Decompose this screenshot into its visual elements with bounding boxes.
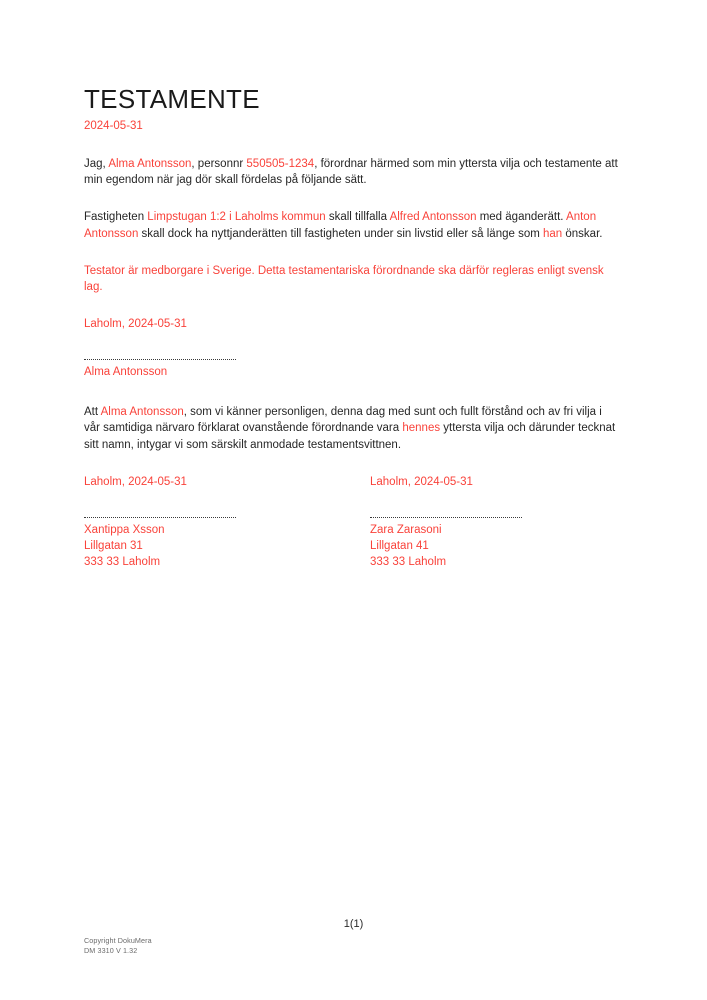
witness-2-block bbox=[370, 517, 620, 570]
witness-1-place-date-cell bbox=[84, 474, 370, 490]
property-text-5: önskar. bbox=[562, 227, 603, 240]
intro-text-1: Jag, bbox=[84, 158, 109, 170]
attestation-text-1: Att bbox=[84, 406, 101, 419]
property-text-4: skall dock ha nyttjanderätten till fastigheten under sin livstid eller så länge som bbox=[138, 227, 543, 240]
section-spacer bbox=[84, 380, 620, 404]
attestation-paragraph bbox=[84, 404, 620, 453]
usufructuary-field: Anton Antonsson bbox=[84, 211, 597, 240]
attestation-text-3: yttersta vilja och därunder tecknat sitt namn, intygar vi som särskilt anmodade testamentsvittnen. bbox=[84, 422, 616, 451]
witness-2-place-date-cell bbox=[370, 474, 620, 490]
property-designation-field: Limpstugan 1:2 i Laholms kommun bbox=[147, 211, 326, 224]
signature-spacer bbox=[84, 332, 620, 359]
personal-number-field: 550505-1234 bbox=[246, 158, 315, 170]
property-text-3: med äganderätt. bbox=[476, 211, 567, 224]
document-date: 2024-05-31 bbox=[84, 120, 143, 132]
witness-1-street: Lillgatan 31 bbox=[84, 539, 143, 552]
property-text-2: skall tillfalla bbox=[325, 211, 390, 224]
footer-note bbox=[84, 936, 152, 956]
page-title: TESTAMENTE bbox=[84, 84, 260, 114]
page-number-text: 1(1) bbox=[343, 918, 364, 930]
witness-2-place-date: Laholm, 2024-05-31 bbox=[370, 475, 473, 488]
witness-1-place-date: Laholm, 2024-05-31 bbox=[84, 475, 187, 488]
intro-text-3: , förordnar härmed som min yttersta vilja och testamente att min egendom när jag dör skall fördelas på följande sätt. bbox=[84, 158, 618, 187]
testator-name-field: Alma Antonsson bbox=[108, 158, 192, 170]
pronoun-field: han bbox=[543, 227, 563, 240]
witness-2-name: Zara Zarasoni bbox=[370, 523, 442, 536]
witness-signature-spacer bbox=[84, 490, 620, 517]
witness-1-city: 333 33 Laholm bbox=[84, 555, 161, 568]
signature-place-date: Laholm, 2024-05-31 bbox=[84, 318, 187, 331]
witness-place-date-row bbox=[84, 474, 620, 490]
signature-dotted-line bbox=[84, 359, 236, 361]
intro-text-2: , personnr bbox=[191, 158, 247, 170]
page-number bbox=[0, 918, 707, 930]
witness-1-dotted-line bbox=[84, 517, 236, 519]
witness-1-block bbox=[84, 517, 370, 570]
footer-copyright: Copyright DokuMera bbox=[84, 936, 152, 945]
attestation-text-2: , som vi känner personligen, denna dag med sunt och fullt förstånd och av fri vilja i vår samtidiga närvaro förklarat ovanstående förordnande vara bbox=[84, 406, 602, 435]
witness-2-dotted-line bbox=[370, 517, 522, 519]
property-text-1: Fastigheten bbox=[84, 211, 148, 224]
witness-2-city: 333 33 Laholm bbox=[370, 555, 447, 568]
intro-paragraph bbox=[84, 156, 620, 188]
witness-2-street: Lillgatan 41 bbox=[370, 539, 429, 552]
witness-1-name: Xantippa Xsson bbox=[84, 523, 165, 536]
attestation-testator-name-field: Alma Antonsson bbox=[100, 406, 184, 419]
beneficiary-owner-field: Alfred Antonsson bbox=[389, 211, 477, 224]
footer-doc-code: DM 3310 V 1.32 bbox=[84, 946, 138, 955]
attestation-pronoun-field: hennes bbox=[402, 422, 441, 435]
document-content bbox=[84, 84, 620, 570]
signature-name: Alma Antonsson bbox=[84, 366, 168, 379]
witness-signature-row bbox=[84, 517, 620, 570]
property-clause-paragraph bbox=[84, 209, 620, 241]
governing-law-paragraph: Testator är medborgare i Sverige. Detta testamentariska förordnande ska därför regleras enligt svensk lag. bbox=[84, 264, 604, 294]
